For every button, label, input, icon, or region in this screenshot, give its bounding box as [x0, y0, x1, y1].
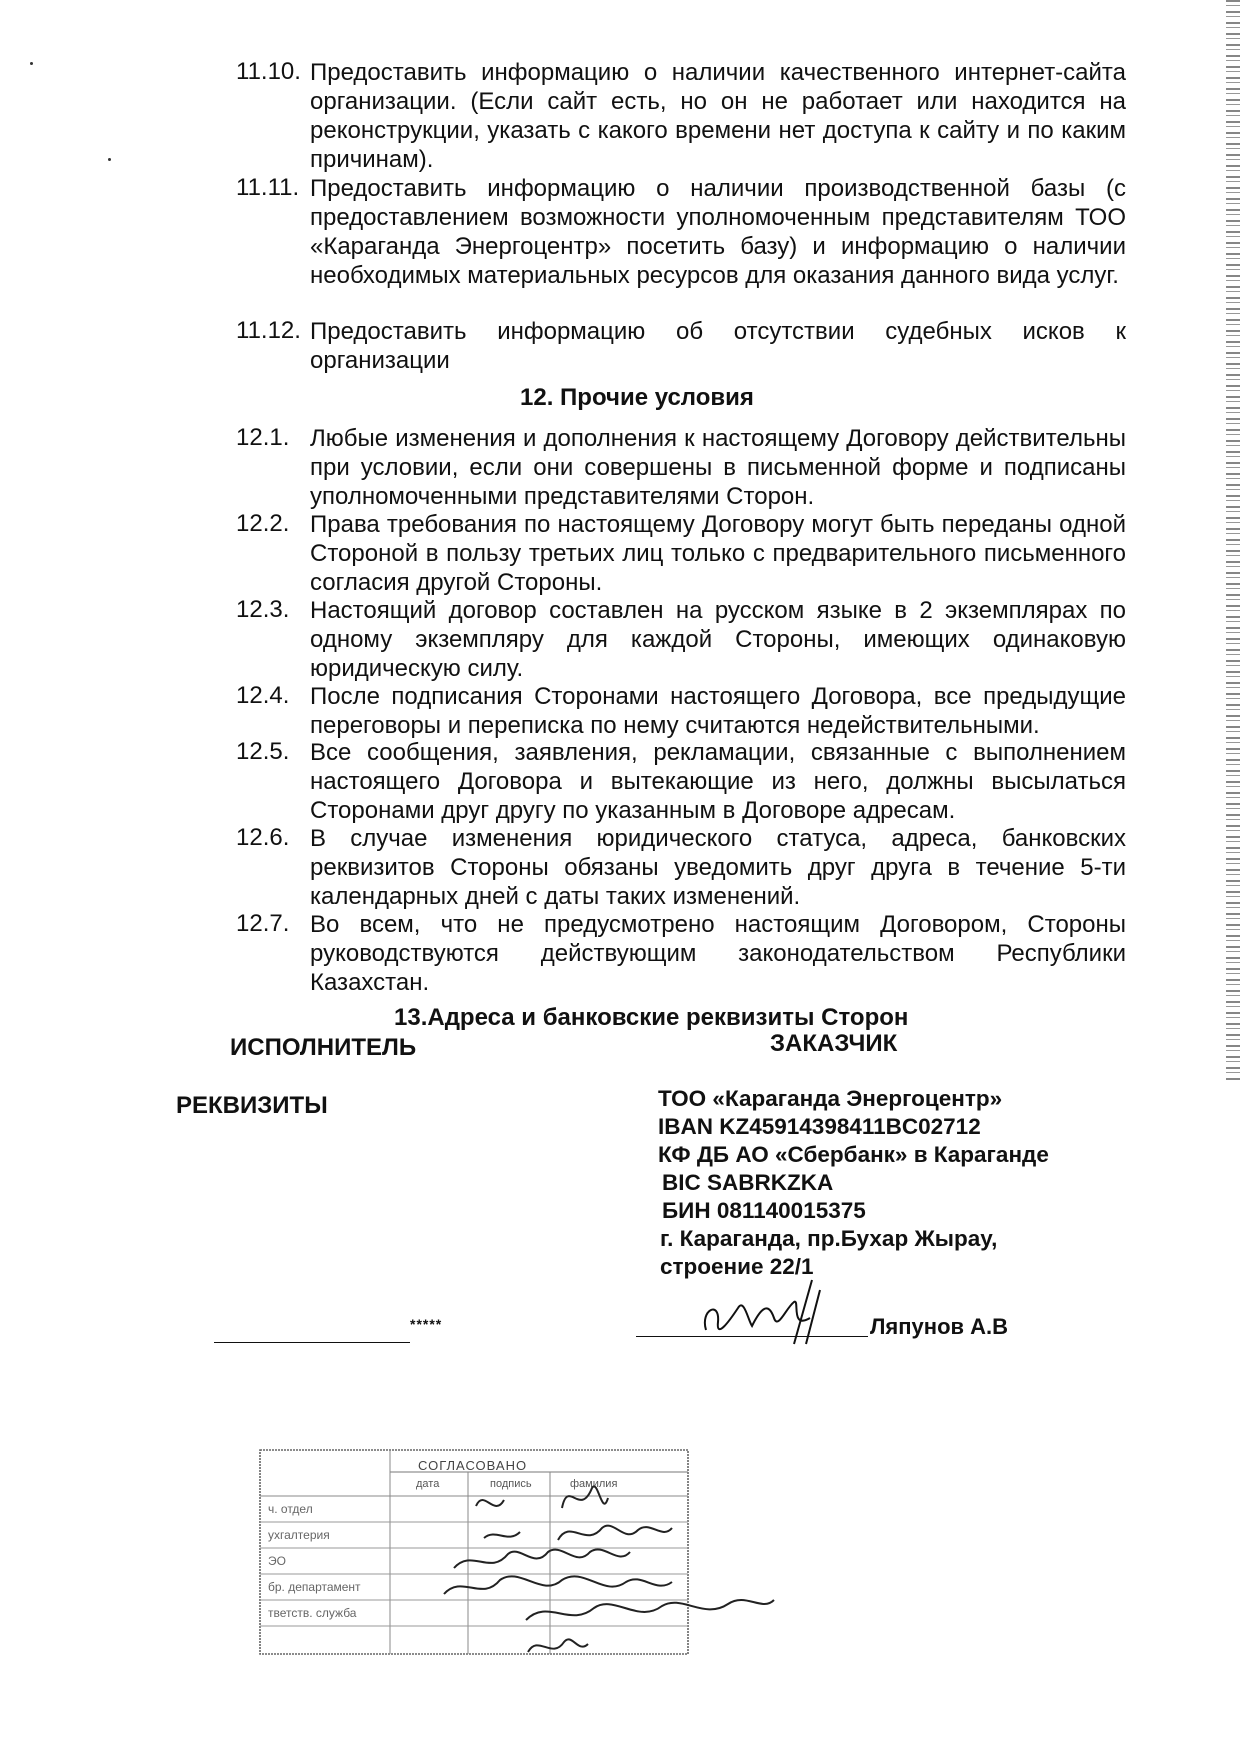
- clause-text: Во всем, что не предусмотрено настоящим Договором, Стороны руководствуются действующим законодательством Республики Казахстан.: [310, 911, 1126, 996]
- stamp-row-responsible-service: тветств. служба: [268, 1606, 357, 1620]
- clause-text: В случае изменения юридического статуса, адреса, банковских реквизитов Стороны обязаны уведомить друг друга в течение 5-ти календарных дней с даты таких изменений.: [310, 825, 1126, 910]
- stamp-row-eo: ЭО: [268, 1554, 286, 1568]
- clause-number: 12.2.: [236, 510, 290, 537]
- customer-label: ЗАКАЗЧИК: [770, 1030, 898, 1057]
- clause-text: После подписания Сторонами настоящего Договора, все предыдущие переговоры и переписка по нему считаются недействительными.: [310, 683, 1126, 739]
- customer-company: ТОО «Караганда Энергоцентр»: [658, 1086, 1003, 1111]
- clause-text: Предоставить информацию о наличии качественного интернет-сайта организации. (Если сайт есть, но он не работает или находится на реконструкции, указать с какого времени нет доступа к сайту и по каким причинам).: [310, 59, 1126, 173]
- clause-number: 12.1.: [236, 424, 290, 451]
- clause-text: Предоставить информацию об отсутствии судебных исков к организации: [310, 318, 1126, 374]
- stamp-row-dept: ч. отдел: [268, 1502, 313, 1516]
- scan-speck: [108, 158, 111, 161]
- clause-text: Права требования по настоящему Договору могут быть переданы одной Стороной в пользу третьих лиц только с предварительного письменного согласия другой Стороны.: [310, 511, 1126, 596]
- clause-number: 12.7.: [236, 910, 290, 937]
- customer-address-building: строение 22/1: [660, 1254, 814, 1279]
- clause-number: 11.10.: [236, 58, 301, 85]
- scan-speck: [30, 62, 33, 65]
- executor-signature-line: [214, 1342, 410, 1343]
- approval-stamp: [258, 1448, 690, 1658]
- customer-signature-scribble: [690, 1260, 870, 1350]
- stamp-handwritten-signatures: [258, 1448, 778, 1678]
- clause-text: Любые изменения и дополнения к настоящему Договору действительны при условии, если они совершены в письменной форме и подписаны уполномоченными представителями Сторон.: [310, 425, 1126, 510]
- clause-number: 12.6.: [236, 824, 290, 851]
- stamp-col-surname: фамилия: [570, 1478, 618, 1490]
- clause-text: Все сообщения, заявления, рекламации, связанные с выполнением настоящего Договора и вытекающие из него, должны высылаться Сторонами друг другу по указанным в Договоре адресам.: [310, 739, 1126, 824]
- clause-number: 11.11.: [236, 174, 300, 201]
- customer-iban: IBAN KZ45914398411BC02712: [658, 1114, 981, 1139]
- clause-number: 11.12.: [236, 317, 301, 344]
- customer-bic: BIC SABRKZKA: [662, 1170, 834, 1195]
- customer-address: г. Караганда, пр.Бухар Жырау,: [660, 1226, 998, 1251]
- stamp-row-accounting: ухгалтерия: [268, 1528, 330, 1542]
- customer-bin: БИН 081140015375: [662, 1198, 866, 1223]
- executor-label: ИСПОЛНИТЕЛЬ: [230, 1034, 417, 1061]
- executor-signature-placeholder: *****: [410, 1316, 443, 1332]
- stamp-row-department: бр. департамент: [268, 1580, 361, 1594]
- section-12-title: 12. Прочие условия: [520, 384, 754, 411]
- clause-text: Предоставить информацию о наличии производственной базы (с предоставлением возможности уполномоченным представителям ТОО «Караганда Энергоцентр» посетить базу) и информацию о наличии необходимых материальных ресурсов для оказания данного вида услуг.: [310, 175, 1126, 289]
- stamp-col-signature: подпись: [490, 1478, 532, 1490]
- executor-requisites: РЕКВИЗИТЫ: [176, 1092, 328, 1119]
- clause-number: 12.5.: [236, 738, 290, 765]
- clause-number: 12.3.: [236, 596, 290, 623]
- customer-bank: КФ ДБ АО «Сбербанк» в Караганде: [658, 1142, 1049, 1167]
- clause-number: 12.4.: [236, 682, 290, 709]
- clause-text: Настоящий договор составлен на русском языке в 2 экземплярах по одному экземпляру для каждой Стороны, имеющих одинаковую юридическую силу.: [310, 597, 1126, 682]
- section-13-title: 13.Адреса и банковские реквизиты Сторон: [394, 1004, 909, 1031]
- stamp-col-date: дата: [416, 1478, 440, 1490]
- stamp-title: СОГЛАСОВАНО: [418, 1458, 528, 1473]
- scan-edge-artifact: [1226, 0, 1240, 1080]
- customer-signatory: Ляпунов А.В: [870, 1314, 1009, 1339]
